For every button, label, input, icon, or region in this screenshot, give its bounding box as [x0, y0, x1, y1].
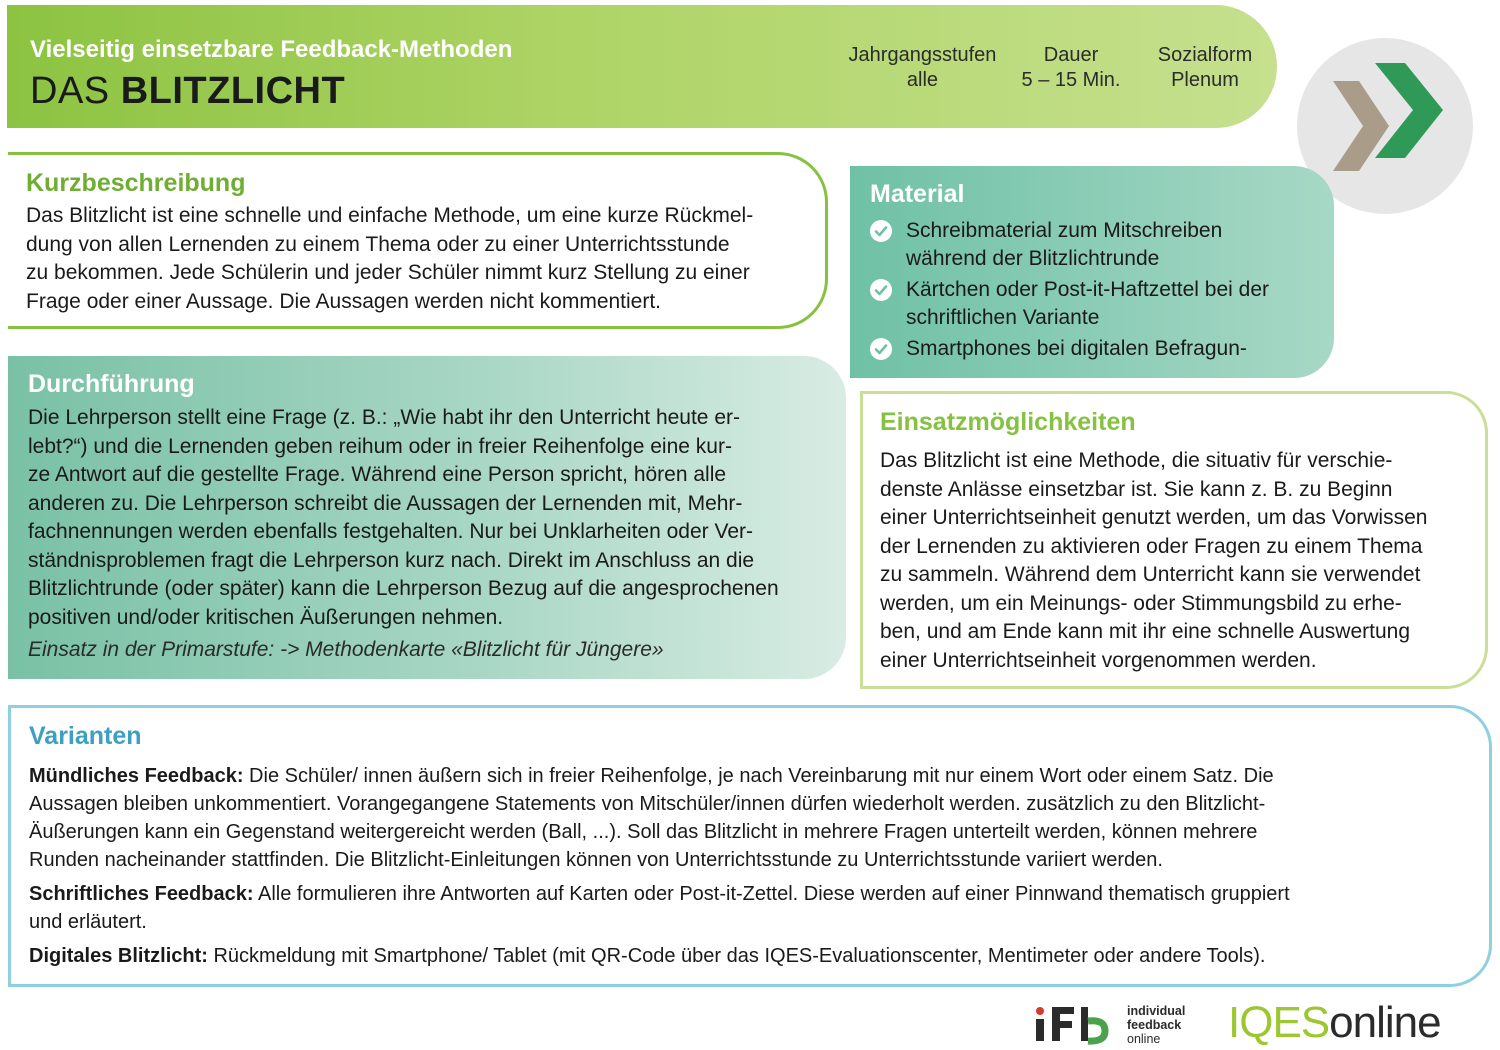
text-line: zu bekommen. Jede Schülerin und jeder Schüler nimmt kurz Stellung zu einer: [26, 261, 750, 284]
check-circle-icon: [870, 279, 892, 301]
text-line: Kärtchen oder Post-it-Haftzettel bei der: [906, 278, 1270, 301]
text-line: ze Antwort auf die gestellte Frage. Während eine Person spricht, hören alle: [28, 463, 727, 486]
text-line: anderen zu. Die Lehrperson schreibt die Aussagen der Lernenden mit, Mehr-: [28, 491, 743, 515]
meta-label: Jahrgangsstufen: [848, 44, 997, 66]
text-line: einer Unterrichtseinheit genutzt werden, um das Vorwissen: [880, 506, 1428, 529]
text-line: schriftlichen Variante: [906, 306, 1100, 329]
section-heading: Durchführung: [28, 370, 195, 398]
text-line: Runden nacheinander stattfinden. Die Blitzlicht-Einleitungen können von Unterrichtsstunde zu Unterrichtsstunde variiert werden.: [29, 849, 1163, 871]
ifb-logo-icon: [1035, 1005, 1115, 1045]
variant-label: Schriftliches Feedback:: [29, 883, 254, 905]
section-short-description: [8, 152, 828, 329]
text-line: Frage oder einer Aussage. Die Aussagen werden nicht kommentiert.: [26, 289, 662, 313]
iqes-wordmark: IQES: [1228, 998, 1330, 1047]
text-line: Aussagen bleiben unkommentiert. Vorangegangene Statements von Mitschüler/innen dürfen wiederholt werden. zusätzlich zu den Blitzlicht-: [29, 793, 1266, 815]
text-line: zu sammeln. Während dem Unterricht kann sie verwendet: [880, 563, 1421, 586]
text-line: der Lernenden zu aktivieren oder Fragen zu einem Thema: [880, 534, 1423, 558]
text-line: Schreibmaterial zum Mitschreiben: [906, 219, 1223, 242]
section-material: [850, 166, 1334, 378]
primary-level-note: Einsatz in der Primarstufe: -> Methodenkarte «Blitzlicht für Jüngere»: [28, 638, 664, 661]
meta-value: 5 – 15 Min.: [1021, 69, 1121, 91]
text-line: Rückmeldung mit Smartphone/ Tablet (mit QR-Code über das IQES-Evaluationscenter, Mentimeter oder andere Tools).: [207, 945, 1266, 967]
text-line: denste Anlässe einsetzbar ist. Sie kann z. B. zu Beginn: [880, 477, 1393, 501]
header-subtitle: Vielseitig einsetzbare Feedback-Methoden: [30, 36, 513, 63]
meta-social-form: [1140, 43, 1270, 93]
variant-label: Digitales Blitzlicht:: [29, 945, 208, 967]
text-line: Das Blitzlicht ist eine Methode, die situativ für verschie-: [880, 449, 1393, 472]
variant-oral: [29, 762, 1459, 874]
text-line: feedback: [1127, 1018, 1182, 1032]
ifb-wordmark: [1127, 1004, 1185, 1046]
text-line: und erläutert.: [29, 911, 147, 933]
text-line: Die Lehrperson stellt eine Frage (z. B.: „Wie habt ihr den Unterricht heute er-: [28, 406, 740, 429]
section-use-cases: [860, 391, 1488, 689]
meta-value: Plenum: [1171, 69, 1239, 91]
text-line: online: [1127, 1032, 1161, 1046]
section-heading: Einsatzmöglichkeiten: [880, 408, 1136, 436]
meta-grade-levels: [840, 43, 1005, 93]
variant-label: Mündliches Feedback:: [29, 765, 244, 787]
text-line: positiven und/oder kritischen Äußerungen nehmen.: [28, 605, 504, 629]
text-line: während der Blitzlichtrunde: [906, 247, 1160, 270]
text-line: ben, und am Ende kann mit ihr eine schnelle Auswertung: [880, 620, 1410, 643]
meta-duration: [1010, 43, 1132, 93]
section-procedure: [8, 356, 846, 679]
text-line: Alle formulieren ihre Antworten auf Karten oder Post-it-Zettel. Diese werden auf einer Pinnwand thematisch gruppiert: [253, 883, 1290, 905]
variant-written: [29, 880, 1459, 936]
section-body: [28, 404, 838, 665]
section-variants: [8, 705, 1492, 987]
text-line: Äußerungen kann ein Gegenstand weitergereicht werden (Ball, ...). Soll das Blitzlicht in mehrere Fragen unterteilt werden, können mehrere: [29, 821, 1258, 843]
meta-label: Sozialform: [1157, 44, 1253, 66]
online-wordmark: online: [1329, 998, 1441, 1047]
check-circle-icon: [870, 338, 892, 360]
text-line: fachnennungen werden ebenfalls festgehalten. Nur bei Unklarheiten oder Ver-: [28, 520, 753, 543]
page-title: [30, 70, 345, 113]
text-line: werden, um ein Meinungs- oder Stimmungsbild zu erhe-: [880, 591, 1402, 615]
text-line: individual: [1127, 1004, 1186, 1018]
text-line: lebt?“) und die Lernenden geben reihum oder in freier Reihenfolge eine kur-: [28, 434, 732, 458]
iqes-online-logo: [1228, 998, 1441, 1048]
text-line: Die Schüler/ innen äußern sich in freier Reihenfolge, je nach Vereinbarung mit nur einem Wort oder einem Satz. Die: [243, 765, 1274, 787]
text-line: Blitzlichtrunde (oder später) kann die Lehrperson Bezug auf die angesprochenen: [28, 577, 779, 600]
meta-value: alle: [906, 69, 939, 91]
section-heading: Material: [870, 180, 965, 208]
meta-label: Dauer: [1043, 44, 1099, 66]
title-prefix: DAS: [30, 70, 121, 112]
section-heading: Kurzbeschreibung: [26, 169, 246, 197]
text-line: Smartphones bei digitalen Befragun-: [906, 337, 1247, 360]
text-line: einer Unterrichtseinheit vorgenommen werden.: [880, 648, 1317, 672]
section-body: [26, 202, 826, 316]
text-line: ständnisproblemen fragt die Lehrperson kurz nach. Direkt im Anschluss an die: [28, 548, 755, 572]
variant-digital: [29, 942, 1459, 970]
section-body: [880, 447, 1480, 675]
check-circle-icon: [870, 220, 892, 242]
title-bold: BLITZLICHT: [120, 70, 346, 112]
section-heading: Varianten: [29, 722, 142, 750]
text-line: dung von allen Lernenden zu einem Thema oder zu einer Unterrichtsstunde: [26, 232, 730, 256]
text-line: Das Blitzlicht ist eine schnelle und einfache Methode, um eine kurze Rückmel-: [26, 204, 754, 227]
